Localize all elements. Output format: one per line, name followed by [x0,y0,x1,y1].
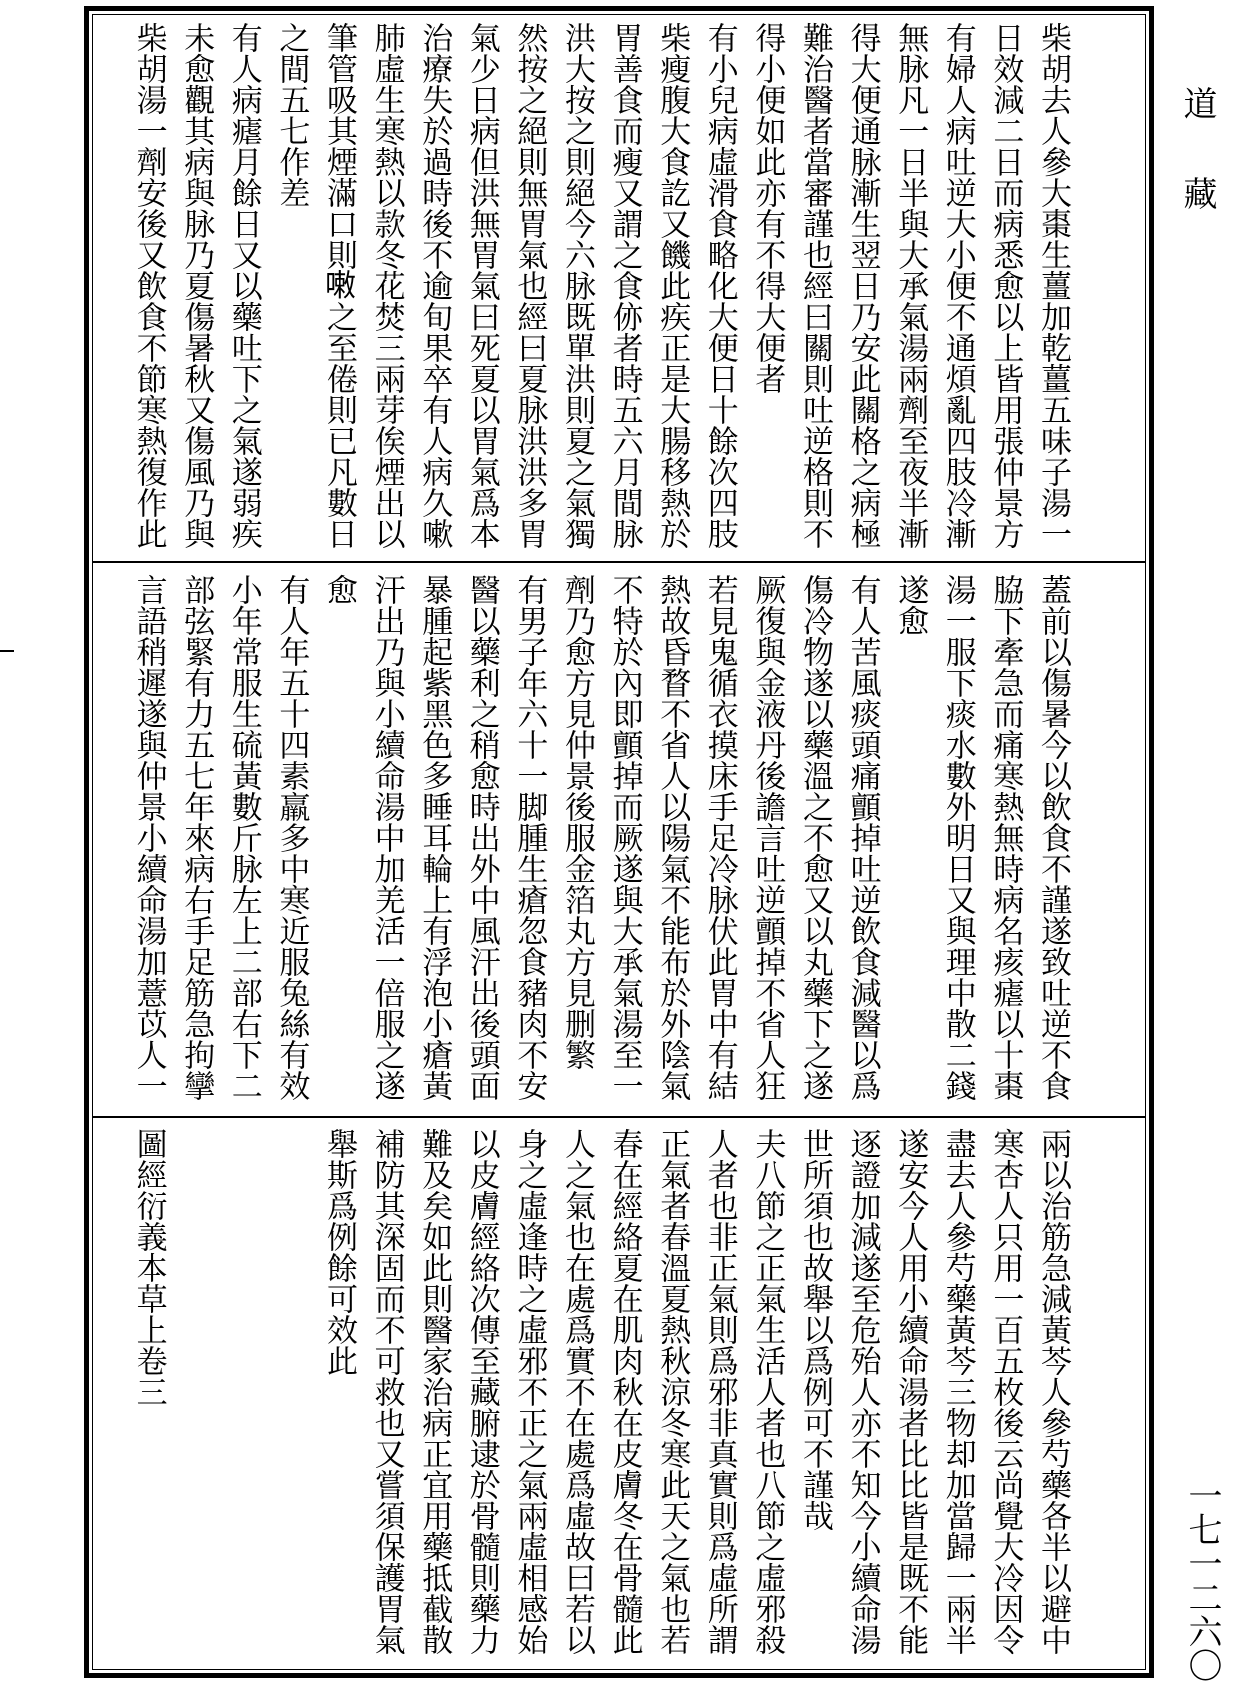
text-column: 夫八節之正氣生活人者也八節之虛邪殺 [749,1128,786,1655]
text-column: 洪大按之則絕今六脉既單洪則夏之氣獨 [559,22,595,549]
text-column: 有男子年六十一脚腫生瘡忽食豬肉不安 [511,574,548,1101]
text-column: 傷冷物遂以藥溫之不愈又以丸藥下之遂 [797,574,833,1101]
text-column: 肺虛生寒熱以款冬花焚三兩芽俟煙出以 [368,22,405,549]
text-column: 盡去人參芍藥黃芩三物却加當歸一兩半 [939,1128,976,1655]
text-column [268,1128,314,1660]
text-column: 難治醫者當審謹也經曰關則吐逆格則不 [797,22,833,549]
text-column: 舉斯爲例餘可效此 [321,1128,357,1376]
text-column: 有人苦風痰頭痛顫掉吐逆飲食減醫以爲 [844,574,881,1101]
text-column: 得小便如此亦有不得大便者 [749,22,786,394]
text-column: 筆管吸其煙滿口則𠻳之至倦則已凡數日 [321,22,357,549]
text-column: 人之氣也在處爲實不在處爲虛故曰若以 [559,1128,595,1655]
text-column: 圖經衍義本草上卷三 [130,1128,167,1407]
text-column: 人者也非正氣則爲邪非真實則爲虛所謂 [701,1128,738,1655]
text-column: 柴胡湯一劑安後又飲食不節寒熱復作此 [130,22,167,549]
text-column: 難及矣如此則醫家治病正宜用藥抵截散 [416,1128,453,1655]
text-column: 治療失於過時後不逾旬果卒有人病久嗽 [416,22,453,549]
text-column: 得大便通脉漸生翌日乃安此關格之病極 [844,22,881,549]
text-column: 有小兒病虛滑食略化大便日十餘次四肢 [701,22,738,549]
text-column [173,1128,219,1660]
text-column: 氣少日病但洪無胃氣曰死夏以胃氣爲本 [463,22,500,549]
text-column: 言語稍遲遂與仲景小續命湯加薏苡人一 [130,574,167,1101]
text-column: 蓋前以傷暑今以飲食不謹遂致吐逆不食 [1035,574,1071,1101]
text-column: 若見鬼循衣摸床手足冷脉伏此胃中有結 [701,574,738,1101]
text-column: 日效減二日而病悉愈以上皆用張仲景方 [987,22,1024,549]
text-column: 柴胡去人參大棗生薑加乾薑五味子湯一 [1035,22,1071,549]
text-column: 有人年五十四素羸多中寒近服兔絲有效 [273,574,310,1101]
page-number: 一七一二六〇 [1182,1478,1222,1682]
text-column: 小年常服生硫黃數斤脉左上二部右下二 [225,574,262,1101]
text-column: 寒杏人只用一百五枚後云尚覺大冷因令 [987,1128,1024,1655]
text-column: 部弦緊有力五七年來病右手足筋急拘攣 [178,574,215,1101]
text-column: 不特於內即顫掉而厥遂與大承氣湯至一 [606,574,643,1101]
text-column: 脇下牽急而痛寒熱無時病名痎瘧以十棗 [987,574,1024,1101]
text-column: 愈 [321,574,357,605]
text-column: 遂安今人用小續命湯者比比皆是既不能 [892,1128,929,1655]
text-column: 無脉凡一日半與大承氣湯兩劑至夜半漸 [892,22,929,549]
text-column: 暴腫起紫黑色多睡耳輪上有浮泡小瘡黃 [416,574,453,1101]
register-bottom [84,0,1154,1689]
margin-title-char-1: 道 [1177,86,1217,120]
text-column: 補防其深固而不可救也又嘗須保護胃氣 [368,1128,405,1655]
text-column: 逐證加減遂至危殆人亦不知今小續命湯 [844,1128,881,1655]
text-column: 正氣者春溫夏熱秋涼冬寒此天之氣也若 [654,1128,691,1655]
text-column: 汗出乃與小續命湯中加羌活一倍服之遂 [368,574,405,1101]
text-column: 春在經絡夏在肌肉秋在皮膚冬在骨髓此 [606,1128,643,1655]
text-column: 遂愈 [892,574,929,636]
text-column: 厥復與金液丹後譫言吐逆顫掉不省人狂 [749,574,786,1101]
text-column: 身之虛逢時之虛邪不正之氣兩虛相感始 [511,1128,548,1655]
text-column: 未愈觀其病與脉乃夏傷暑秋又傷風乃與 [178,22,215,549]
text-column: 胃善食而瘦又謂之食㑊者時五六月間脉 [606,22,643,549]
text-column: 熱故昏瞀不省人以陽氣不能布於外陰氣 [654,574,691,1101]
text-column: 柴瘦腹大食訖又饑此疾正是大腸移熱於 [654,22,691,549]
text-column: 然按之絕則無胃氣也經曰夏脉洪洪多胃 [511,22,548,549]
margin-title-char-2: 藏 [1177,176,1217,210]
text-column: 以皮膚經絡次傳至藏腑逮於骨髓則藥力 [463,1128,500,1655]
text-column: 醫以藥利之稍愈時出外中風汗出後頭面 [463,574,500,1101]
text-column: 湯一服下痰水數外明日又與理中散二錢 [939,574,976,1101]
text-column: 劑乃愈方見仲景後服金箔丸方見删繁 [559,574,595,1070]
text-column: 有婦人病吐逆大小便不通煩亂四肢冷漸 [939,22,976,549]
text-column: 兩以治筋急減黃芩人參芍藥各半以避中 [1035,1128,1071,1655]
binding-mark [0,650,14,652]
text-column: 世所須也故舉以爲例可不謹哉 [797,1128,833,1531]
text-column: 之間五七作差 [273,22,310,208]
text-column [221,1128,267,1660]
text-column: 有人病瘧月餘日又以藥吐下之氣遂弱疾 [225,22,262,549]
